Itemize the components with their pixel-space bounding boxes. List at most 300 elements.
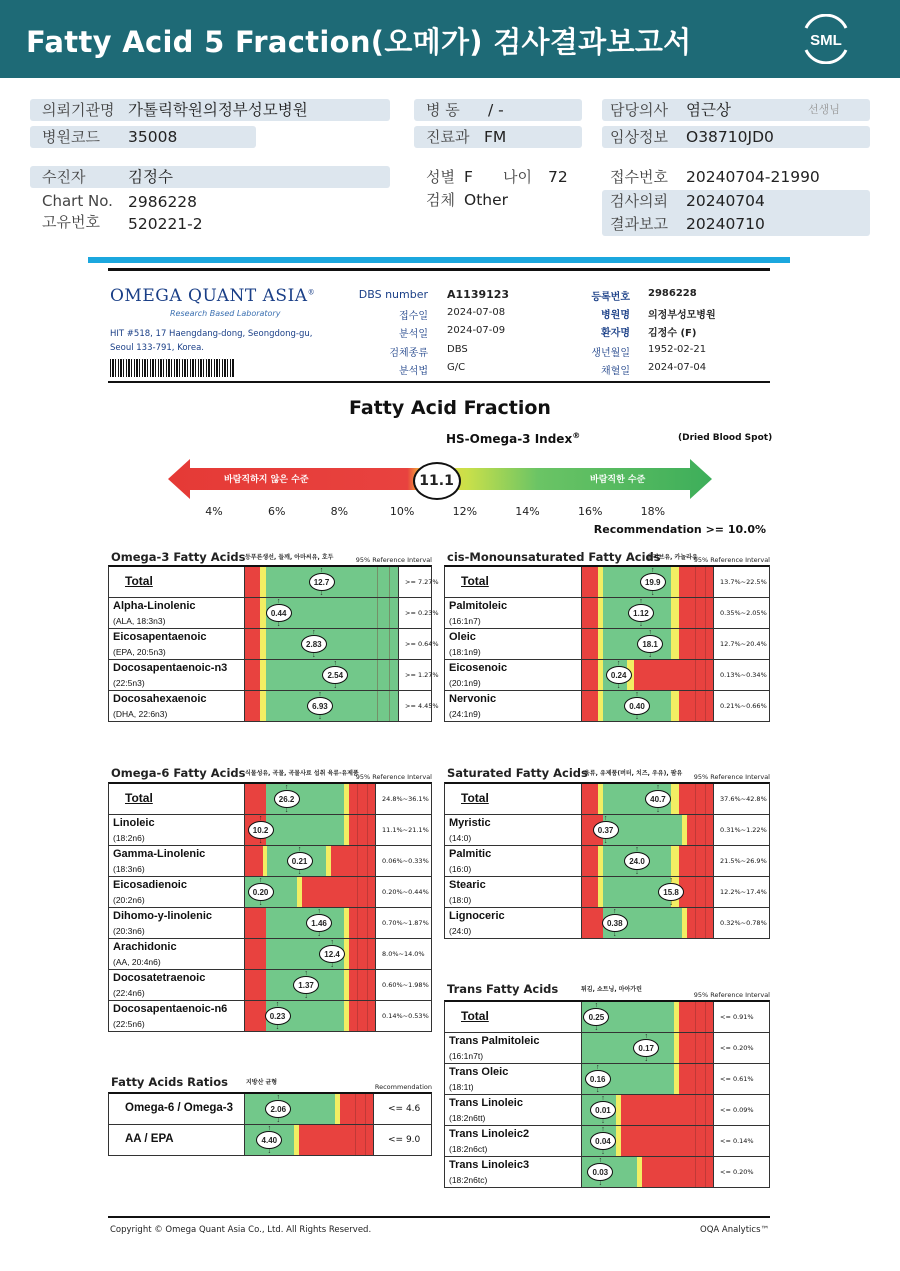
method-value: G/C <box>447 362 466 373</box>
gauge-gridline <box>367 877 368 907</box>
gauge-segment <box>245 629 260 659</box>
value-marker: ↑ 0.23 ↓ <box>265 1007 291 1025</box>
section-title-o3: Omega-3 Fatty Acids <box>111 550 246 564</box>
gauge-segment <box>245 598 260 628</box>
gauge-segment <box>582 691 598 721</box>
range-gauge <box>244 1001 376 1031</box>
receipt-value: 20240704-21990 <box>686 168 820 186</box>
lab-reg-mark: ® <box>307 288 316 297</box>
dept-value: FM <box>484 128 507 146</box>
inst-value: 가톨릭학원의정부성모병원 <box>128 101 308 119</box>
gauge-segment <box>349 815 375 845</box>
value-marker: ↑ 1.12 ↓ <box>628 604 654 622</box>
table-o3 <box>108 565 439 722</box>
reference-interval: <= 0.20% <box>720 1044 754 1052</box>
fatty-acid-code: (16:0) <box>449 864 472 874</box>
value-marker: ↑ 0.01 ↓ <box>590 1101 616 1119</box>
gauge-segment <box>349 908 375 938</box>
doctor-value: 염근상 <box>686 101 731 119</box>
gauge-segment <box>582 877 598 907</box>
hosp-value: 의정부성모병원 <box>648 310 716 321</box>
section-ri-o6: 95% Reference Interval <box>355 773 432 781</box>
table-ratio <box>108 1092 432 1156</box>
gauge-gridline <box>367 846 368 876</box>
gauge-segment <box>679 567 713 597</box>
reference-interval: 11.1%~21.1% <box>382 826 429 834</box>
id-value: 520221-2 <box>128 215 203 233</box>
reference-interval: 0.60%~1.98% <box>382 981 429 989</box>
request-value: 20240704 <box>686 192 765 210</box>
gauge-segment <box>349 970 375 1000</box>
doctor-label: 담당의사 <box>610 101 668 119</box>
value-marker: ↑ 15.8 ↓ <box>658 883 684 901</box>
reference-interval: 13.7%~22.5% <box>720 578 767 586</box>
gauge-segment <box>671 598 679 628</box>
gauge-gridline <box>705 1095 706 1125</box>
chart-label: Chart No. <box>42 192 113 210</box>
gauge-segment <box>671 691 679 721</box>
gauge-segment <box>302 877 375 907</box>
type-value: DBS <box>447 344 468 355</box>
gauge-segment <box>582 660 598 690</box>
fatty-acid-code: (EPA, 20:5n3) <box>113 647 166 657</box>
range-gauge <box>244 691 399 721</box>
gauge-gridline <box>705 1002 706 1032</box>
gauge-gridline <box>389 598 390 628</box>
lab-address: HIT #518, 17 Haengdang-dong, Seongdong-gu, Seoul 133-791, Korea. <box>110 329 313 353</box>
value-marker: ↑ 0.04 ↓ <box>590 1132 616 1150</box>
fatty-acid-code: (24:0) <box>449 926 472 936</box>
age-label: 나이 <box>503 168 532 186</box>
gauge-segment <box>582 598 598 628</box>
gauge-gridline <box>377 691 378 721</box>
fatty-acid-code: (22:4n6) <box>113 988 145 998</box>
gauge-gridline <box>367 908 368 938</box>
reference-interval: >= 4.45% <box>405 702 439 710</box>
value-marker: ↑ 1.46 ↓ <box>306 914 332 932</box>
fatty-acid-name: Trans Palmitoleic <box>449 1035 540 1047</box>
gauge-gridline <box>367 815 368 845</box>
range-gauge <box>244 877 376 907</box>
table-row <box>445 691 769 722</box>
value-marker: ↑ 18.1 ↓ <box>637 635 663 653</box>
id-label: 고유번호 <box>42 213 100 231</box>
reference-interval: 0.32%~0.78% <box>720 919 767 927</box>
recommendation: Recommendation >= 10.0% <box>593 523 766 536</box>
reference-interval: 0.21%~0.66% <box>720 702 767 710</box>
reference-interval: 0.14%~0.53% <box>382 1012 429 1020</box>
draw-label: 채혈일 <box>601 366 630 377</box>
gauge-gridline <box>705 691 706 721</box>
table-row <box>445 1095 769 1126</box>
range-gauge <box>581 784 714 814</box>
value-marker: ↑ 0.38 ↓ <box>602 914 628 932</box>
receipt-label: 접수번호 <box>610 168 668 186</box>
table-row <box>445 784 769 815</box>
code-value: 35008 <box>128 128 178 146</box>
anal-label: 분석일 <box>399 329 428 340</box>
gauge-gridline <box>695 660 696 690</box>
clinical-value: O38710JD0 <box>686 128 774 146</box>
reference-interval: <= 4.6 <box>388 1104 421 1114</box>
section-title-sfa: Saturated Fatty Acids <box>447 766 588 780</box>
gauge-gridline <box>695 784 696 814</box>
gauge-segment <box>245 970 266 1000</box>
fatty-acid-code: (20:1n9) <box>449 678 481 688</box>
fatty-acid-name: Dihomo-y-linolenic <box>113 910 212 922</box>
fatty-acid-code: (14:0) <box>449 833 472 843</box>
gauge-gridline <box>695 908 696 938</box>
gauge-gridline <box>367 784 368 814</box>
index-tick-label: 12% <box>452 505 478 518</box>
pt-value <box>648 324 696 339</box>
table-row <box>109 598 439 629</box>
fatty-acid-name: Total <box>461 574 489 588</box>
recv-value: 2024-07-08 <box>447 307 506 318</box>
table-row <box>109 1125 431 1156</box>
index-subtitle-text: HS-Omega-3 Index <box>446 432 573 446</box>
gauge-gridline <box>695 567 696 597</box>
gauge-segment <box>245 784 266 814</box>
fatty-acid-name: Linoleic <box>113 817 155 829</box>
gauge-gridline <box>355 1125 356 1155</box>
fatty-acid-name: Myristic <box>449 817 491 829</box>
section-title-ratio: Fatty Acids Ratios <box>111 1075 228 1089</box>
fatty-acid-code: (20:2n6) <box>113 895 145 905</box>
table-row <box>445 1002 769 1033</box>
code-label: 병원코드 <box>42 128 100 146</box>
value-marker: ↑ 24.0 ↓ <box>624 852 650 870</box>
request-label: 검사의뢰 <box>610 192 668 210</box>
range-gauge <box>581 567 714 597</box>
gauge-gridline <box>365 1094 366 1124</box>
fatty-acid-code: (22:5n3) <box>113 678 145 688</box>
reference-interval: 0.35%~2.05% <box>720 609 767 617</box>
gauge-gridline <box>389 691 390 721</box>
reference-interval: 12.7%~20.4% <box>720 640 767 648</box>
index-subtitle <box>446 431 580 446</box>
range-gauge <box>581 1002 714 1032</box>
fraction-title: Fatty Acid Fraction <box>349 397 551 419</box>
value-marker: ↑ 0.40 ↓ <box>624 697 650 715</box>
gauge-gridline <box>705 598 706 628</box>
name-label: 수진자 <box>42 168 86 186</box>
gauge-gridline <box>357 908 358 938</box>
fatty-acid-code: (16:1n7t) <box>449 1051 484 1061</box>
fatty-acid-name: Total <box>125 574 153 588</box>
gauge-segment <box>679 784 713 814</box>
gauge-segment <box>349 784 375 814</box>
reference-interval: 0.06%~0.33% <box>382 857 429 865</box>
table-row <box>445 908 769 939</box>
table-mufa <box>444 565 770 722</box>
reference-interval: 12.2%~17.4% <box>720 888 767 896</box>
brand: OQA Analytics™ <box>700 1225 769 1235</box>
fatty-acid-name: Lignoceric <box>449 910 505 922</box>
dbs-value: A1139123 <box>447 288 510 301</box>
gauge-gridline <box>695 1033 696 1063</box>
gauge-gridline <box>357 939 358 969</box>
gauge-segment <box>245 567 260 597</box>
reference-interval: <= 0.91% <box>720 1013 754 1021</box>
gauge-segment <box>340 1094 373 1124</box>
gauge-segment <box>679 1033 713 1063</box>
specimen-value: Other <box>464 191 509 209</box>
range-gauge <box>581 1157 714 1187</box>
value-marker: ↑ 0.17 ↓ <box>633 1039 659 1057</box>
table-row <box>445 877 769 908</box>
gauge-gridline <box>365 1125 366 1155</box>
gauge-gridline <box>695 1126 696 1156</box>
report-header-rule <box>108 381 770 383</box>
pt-label: 환자명 <box>601 328 630 339</box>
sml-logo-icon <box>798 14 854 64</box>
type-label: 검체종류 <box>389 348 428 359</box>
gauge-segment <box>299 1125 373 1155</box>
section-ri-trans: 95% Reference Interval <box>693 991 770 999</box>
reference-interval: 0.70%~1.87% <box>382 919 429 927</box>
fatty-acid-code: (18:3n6) <box>113 864 145 874</box>
gauge-gridline <box>355 1094 356 1124</box>
range-gauge <box>581 660 714 690</box>
gauge-gridline <box>357 1001 358 1031</box>
gauge-segment <box>245 846 263 876</box>
value-marker: ↑ 2.83 ↓ <box>301 635 327 653</box>
section-ri-ratio: Recommendation <box>374 1083 432 1091</box>
section-title-o6: Omega-6 Fatty Acids <box>111 766 246 780</box>
fatty-acid-name: Eicosenoic <box>449 662 508 674</box>
fatty-acid-code: (16:1n7) <box>449 616 481 626</box>
value-marker: ↑ 0.20 ↓ <box>248 883 274 901</box>
fatty-acid-name: Docosatetraenoic <box>113 972 206 984</box>
gauge-gridline <box>695 1157 696 1187</box>
gauge-segment <box>582 908 603 938</box>
reference-interval: 21.5%~26.9% <box>720 857 767 865</box>
reference-interval: <= 0.09% <box>720 1106 754 1114</box>
fatty-acid-name: Alpha-Linolenic <box>113 600 196 612</box>
value-marker: ↑ 40.7 ↓ <box>645 790 671 808</box>
gauge-segment <box>679 629 713 659</box>
section-title-trans: Trans Fatty Acids <box>447 982 559 996</box>
index-tick-label: 14% <box>515 505 540 518</box>
gauge-gridline <box>377 598 378 628</box>
gauge-gridline <box>367 1001 368 1031</box>
table-row <box>109 939 431 970</box>
range-gauge <box>244 598 399 628</box>
gauge-gridline <box>705 908 706 938</box>
index-tick-label: 8% <box>330 505 349 518</box>
range-gauge <box>581 691 714 721</box>
range-gauge <box>244 939 376 969</box>
gauge-segment <box>349 939 375 969</box>
fatty-acid-code: (18:2n6) <box>113 833 145 843</box>
fatty-acid-name: Docosapentaenoic-n6 <box>113 1003 228 1015</box>
reference-interval: <= 0.20% <box>720 1168 754 1176</box>
value-marker: ↑ 19.9 ↓ <box>640 573 666 591</box>
reg-label: 등록번호 <box>591 292 630 303</box>
reg-value: 2986228 <box>648 288 697 299</box>
table-row <box>109 846 431 877</box>
gauge-segment <box>582 784 598 814</box>
gauge-gridline <box>695 846 696 876</box>
value-marker: ↑ 2.06 ↓ <box>265 1100 291 1118</box>
section-ri-mufa: 95% Reference Interval <box>693 556 770 564</box>
gauge-segment <box>642 1157 713 1187</box>
fatty-acid-code: (ALA, 18:3n3) <box>113 616 166 626</box>
gauge-gridline <box>705 660 706 690</box>
gauge-segment <box>245 691 260 721</box>
header-bar <box>0 0 900 78</box>
gauge-segment <box>245 660 260 690</box>
dob-value: 1952-02-21 <box>648 344 707 355</box>
reference-interval: 0.13%~0.34% <box>720 671 767 679</box>
section-sub-trans: 튀김, 쇼트닝, 마아가린 <box>581 986 642 993</box>
name-value: 김정수 <box>128 168 173 186</box>
fatty-acid-name: Total <box>125 791 153 805</box>
chart-value: 2986228 <box>128 193 198 211</box>
gauge-segment <box>266 629 398 659</box>
index-tick-label: 4% <box>205 505 223 518</box>
gauge-segment <box>679 691 713 721</box>
range-gauge <box>244 1125 374 1155</box>
table-row <box>109 784 431 815</box>
gauge-segment <box>331 846 375 876</box>
fatty-acid-code: (18:1n9) <box>449 647 481 657</box>
range-gauge <box>581 1095 714 1125</box>
value-marker: ↑ 12.4 ↓ <box>319 945 345 963</box>
fatty-acid-code: (24:1n9) <box>449 709 481 719</box>
fatty-acid-code: (18:2n6tt) <box>449 1113 486 1123</box>
fatty-acid-name: Trans Oleic <box>449 1066 509 1078</box>
table-row <box>445 1064 769 1095</box>
gauge-segment <box>266 908 344 938</box>
desirable-label: 바람직한 수준 <box>590 475 646 485</box>
gauge-gridline <box>695 1064 696 1094</box>
gauge-segment <box>671 846 679 876</box>
value-marker: ↑ 2.54 ↓ <box>322 666 348 684</box>
table-row <box>109 1001 431 1032</box>
section-ri-o3: 95% Reference Interval <box>355 556 432 564</box>
gauge-gridline <box>357 784 358 814</box>
fatty-acid-name: Omega-6 / Omega-3 <box>125 1102 234 1114</box>
gauge-segment <box>245 1001 266 1031</box>
pt-sex: (F) <box>680 328 697 339</box>
hosp-label: 병원명 <box>601 310 630 321</box>
range-gauge <box>244 970 376 1000</box>
gauge-gridline <box>357 877 358 907</box>
gauge-gridline <box>705 1126 706 1156</box>
gauge-segment <box>671 784 679 814</box>
gauge-gridline <box>705 877 706 907</box>
gauge-segment <box>245 939 266 969</box>
undesirable-label: 바람직하지 않은 수준 <box>224 475 309 485</box>
dbs-note: (Dried Blood Spot) <box>678 433 773 443</box>
index-value-marker <box>413 462 461 500</box>
range-gauge <box>581 846 714 876</box>
section-sub-o3: 등푸른생선, 들깨, 아마씨유, 호두 <box>245 554 334 561</box>
specimen-label: 검체 <box>426 191 455 209</box>
range-gauge <box>244 660 399 690</box>
value-marker: ↑ 0.03 ↓ <box>587 1163 613 1181</box>
ward-value: / - <box>488 101 504 119</box>
index-tick-label: 18% <box>640 505 666 518</box>
gauge-gridline <box>695 815 696 845</box>
table-row <box>445 660 769 691</box>
range-gauge <box>581 598 714 628</box>
gauge-segment <box>679 1064 713 1094</box>
method-label: 분석법 <box>399 366 428 377</box>
gauge-segment <box>582 567 598 597</box>
reference-interval: >= 7.27% <box>405 578 439 586</box>
gauge-segment <box>349 1001 375 1031</box>
clinical-label: 임상정보 <box>610 128 668 146</box>
dept-label: 진료과 <box>426 128 470 146</box>
gauge-segment <box>671 567 679 597</box>
gauge-segment <box>679 1002 713 1032</box>
gauge-gridline <box>389 629 390 659</box>
fatty-acid-code: (22:5n6) <box>113 1019 145 1029</box>
gauge-gridline <box>377 567 378 597</box>
pt-name: 김정수 <box>648 328 677 339</box>
gauge-gridline <box>705 784 706 814</box>
gauge-segment <box>582 629 598 659</box>
reference-interval: <= 0.14% <box>720 1137 754 1145</box>
gauge-gridline <box>695 1002 696 1032</box>
range-gauge <box>244 1094 374 1124</box>
index-tick-label: 16% <box>577 505 603 518</box>
fatty-acid-name: Arachidonic <box>113 941 177 953</box>
table-row <box>445 846 769 877</box>
fatty-acid-name: Docosahexaenoic <box>113 693 207 705</box>
gauge-gridline <box>705 815 706 845</box>
section-divider <box>88 257 790 263</box>
gauge-gridline <box>705 1033 706 1063</box>
reference-interval: 0.20%~0.44% <box>382 888 429 896</box>
fatty-acid-name: AA / EPA <box>125 1133 174 1145</box>
table-row <box>109 660 439 691</box>
report-label: 결과보고 <box>610 215 668 233</box>
sex-value: F <box>464 168 473 186</box>
gauge-gridline <box>357 846 358 876</box>
gauge-gridline <box>705 846 706 876</box>
table-row <box>445 1157 769 1188</box>
footer-rule <box>108 1216 770 1218</box>
gauge-gridline <box>705 629 706 659</box>
fatty-acid-name: Total <box>461 1009 489 1023</box>
fatty-acid-name: Oleic <box>449 631 476 643</box>
fatty-acid-name: Eicosadienoic <box>113 879 187 891</box>
table-row <box>109 567 439 598</box>
gauge-segment <box>687 815 713 845</box>
gauge-segment <box>621 1095 713 1125</box>
range-gauge <box>581 1064 714 1094</box>
lab-name-text: OMEGA QUANT ASIA <box>110 286 308 306</box>
value-marker: ↑ 26.2 ↓ <box>274 790 300 808</box>
table-row <box>109 908 431 939</box>
gauge-gridline <box>695 877 696 907</box>
fatty-acid-name: Nervonic <box>449 693 497 705</box>
fatty-acid-code: (18:2n6tc) <box>449 1175 488 1185</box>
section-sub-mufa: 올리브유, 카놀라유 <box>647 554 698 561</box>
report-value: 20240710 <box>686 215 765 233</box>
table-row <box>109 1094 431 1125</box>
gauge-segment <box>679 598 713 628</box>
dbs-label: DBS number <box>358 288 428 301</box>
reference-interval: 37.6%~42.8% <box>720 795 767 803</box>
report-title: Fatty Acid 5 Fraction(오메가) 검사결과보고서 <box>26 25 692 59</box>
report-top-rule <box>108 268 770 271</box>
fatty-acid-code: (20:3n6) <box>113 926 145 936</box>
